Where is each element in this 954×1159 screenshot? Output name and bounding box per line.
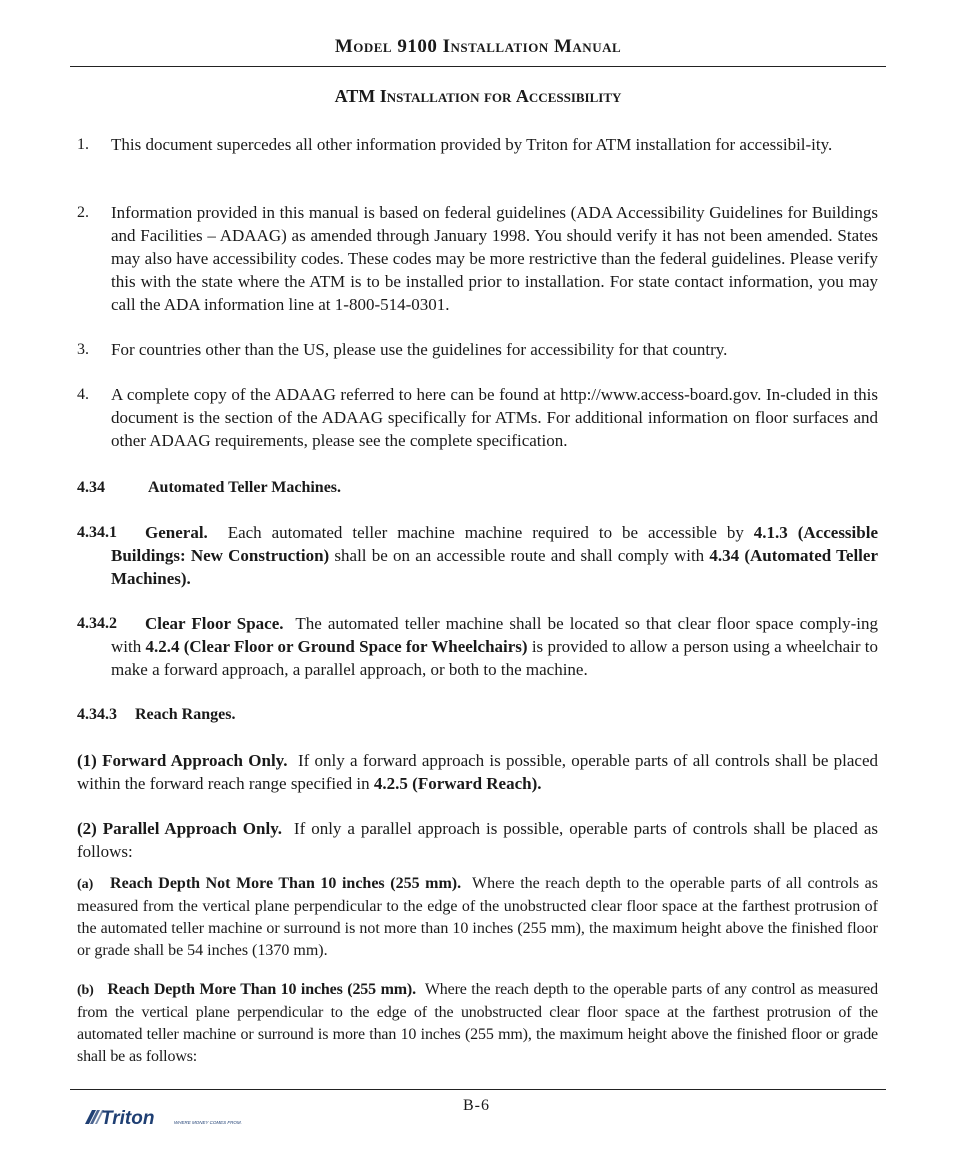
list-text: Information provided in this manual is based on federal guidelines (ADA Accessibility Guidelines for Buildings and Facilities – ADAAG) as amended through January 1998. You should verify it has not been amended. States may also have accessibility codes. These codes may be more restrictive than the federal guidelines. Please verify this with the state where the ATM is to be installed prior to installation. For state contact information, you may call the ADA information line at 1-800-514-0301. [111, 203, 878, 314]
list-text: For countries other than the US, please use the guidelines for accessibility for that country. [111, 340, 728, 359]
section-4-34-3-heading: 4.34.3 Reach Ranges. [77, 706, 236, 723]
list-number: 1. [77, 136, 89, 153]
section-4-34-heading: 4.34 Automated Teller Machines. [77, 479, 342, 496]
list-text: A complete copy of the ADAAG referred to here can be found at http://www.access-board.gov. In-cluded in this document is the section of the ADAAG specifically for ATMs. For additional information on floor surfaces and other ADAAG requirements, please see the complete specification. [111, 385, 878, 450]
list-text: This document supercedes all other information provided by Triton for ATM installation for accessibil-ity. [111, 135, 833, 154]
section-4-34-1: 4.34.1 General. Each automated teller machine machine required to be accessible by 4.1.3 (Accessible Buildings: New Construction) shall be on an accessible route and shall comply with 4.34 (Automated Teller Machines). [77, 523, 878, 588]
triton-logo-icon [82, 1106, 252, 1132]
header-rule [70, 66, 886, 67]
svg-text:Triton: Triton [101, 1108, 155, 1129]
list-number: 2. [77, 204, 89, 221]
footer-rule [70, 1089, 886, 1090]
list-item [77, 201, 878, 316]
running-head: Model 9100 Installation Manual [334, 36, 622, 57]
list-item [77, 133, 878, 156]
svg-text:WHERE MONEY COMES FROM.: WHERE MONEY COMES FROM. [174, 1120, 242, 1125]
list-number: 3. [77, 341, 89, 358]
list-item [77, 383, 878, 452]
parallel-approach-paragraph: (2) Parallel Approach Only. If only a parallel approach is possible, operable parts of controls shall be placed as follows: [77, 819, 879, 861]
reach-depth-b-paragraph: (b) Reach Depth More Than 10 inches (255 mm). Where the reach depth to the operable parts of any control as measured from the vertical plane perpendicular to the edge of the unobstructed clear floor space at the farthest protrusion of the automated teller machine or surround is more than 10 inches (255 mm), the maximum height above the finished floor or grade shall be as follows: [77, 981, 878, 1065]
forward-approach-paragraph: (1) Forward Approach Only. If only a forward approach is possible, operable parts of all controls shall be placed within the forward reach range specified in 4.2.5 (Forward Reach). [77, 751, 878, 793]
reach-depth-a-paragraph: (a) Reach Depth Not More Than 10 inches (255 mm). Where the reach depth to the operable parts of all controls as measured from the vertical plane perpendicular to the edge of the unobstructed clear floor space at the farthest protrusion of the automated teller machine or surround is not more than 10 inches (255 mm), the maximum height above the finished floor or grade shall be 54 inches (1370 mm). [77, 875, 878, 959]
section-title: ATM Installation for Accessibility [334, 86, 622, 106]
page-number: B-6 [463, 1097, 490, 1114]
list-number: 4. [77, 386, 89, 403]
triton-logo [82, 1106, 252, 1132]
list-item [77, 338, 878, 361]
section-4-34-2: 4.34.2 Clear Floor Space. The automated teller machine shall be located so that clear floor space comply-ing with 4.2.4 (Clear Floor or Ground Space for Wheelchairs) is provided to allow a person using a wheelchair to make a forward approach, a parallel approach, or both to the machine. [77, 614, 878, 679]
